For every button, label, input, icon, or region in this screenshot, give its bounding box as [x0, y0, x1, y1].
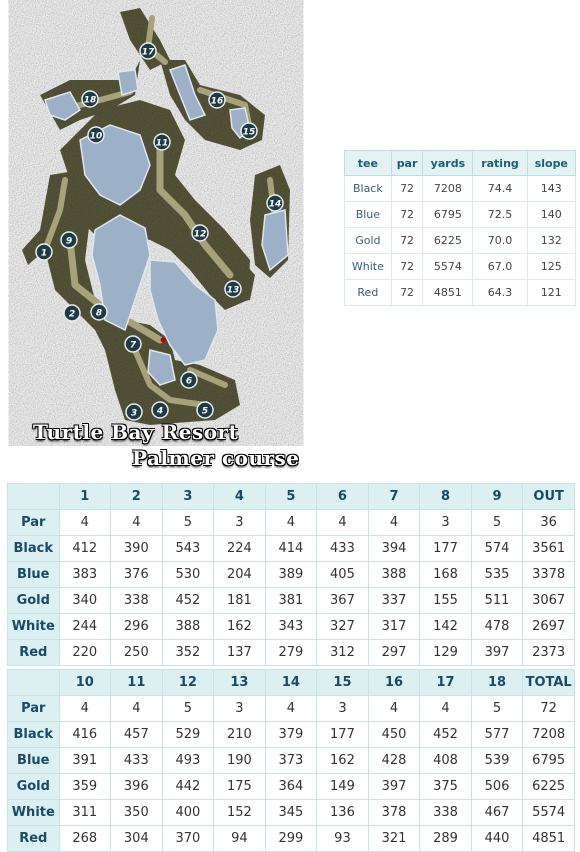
row-label: Black	[8, 722, 60, 748]
score-cell: 388	[162, 614, 214, 640]
score-cell: 204	[214, 562, 266, 588]
score-cell: 224	[214, 536, 266, 562]
hole-header-7: 7	[368, 484, 420, 510]
score-cell: 152	[214, 800, 266, 826]
score-row-gold	[8, 774, 575, 800]
score-cell: 177	[420, 536, 472, 562]
score-cell: 142	[420, 614, 472, 640]
score-cell: 450	[368, 722, 420, 748]
score-cell: 5574	[523, 800, 575, 826]
score-cell: 94	[214, 826, 266, 852]
tee-cell: 121	[527, 280, 575, 306]
hole-header-5: 5	[265, 484, 317, 510]
score-cell: 317	[368, 614, 420, 640]
tee-row-blue	[345, 202, 576, 228]
row-label: White	[8, 800, 60, 826]
svg-text:5: 5	[201, 406, 209, 417]
score-cell: 506	[471, 774, 523, 800]
tee-cell: White	[345, 254, 392, 280]
tee-cell: Blue	[345, 202, 392, 228]
score-cell: 428	[368, 748, 420, 774]
hole-header-14: 14	[265, 670, 317, 696]
score-cell: 543	[162, 536, 214, 562]
score-cell: 5	[162, 510, 214, 536]
score-cell: 210	[214, 722, 266, 748]
score-cell: 405	[317, 562, 369, 588]
score-cell: 452	[420, 722, 472, 748]
score-cell: 5	[471, 510, 523, 536]
svg-text:10: 10	[89, 131, 103, 142]
score-cell: 289	[420, 826, 472, 852]
tee-row-black	[345, 176, 576, 202]
hole-header-10: 10	[59, 670, 111, 696]
score-cell: 381	[265, 588, 317, 614]
hole-marker-1	[36, 244, 52, 260]
score-cell: 433	[317, 536, 369, 562]
score-cell: 359	[59, 774, 111, 800]
tee-header-par: par	[391, 151, 423, 176]
score-cell: 408	[420, 748, 472, 774]
corner-cell	[8, 670, 60, 696]
hole-marker-6	[181, 372, 197, 388]
score-row-blue	[8, 748, 575, 774]
tee-cell: 72	[391, 228, 423, 254]
score-cell: 390	[111, 536, 163, 562]
hole-header-out: OUT	[523, 484, 575, 510]
hole-marker-16	[209, 92, 225, 108]
score-row-black	[8, 536, 575, 562]
score-cell: 155	[420, 588, 472, 614]
score-cell: 452	[162, 588, 214, 614]
hole-marker-2	[64, 305, 80, 321]
score-cell: 279	[265, 640, 317, 666]
score-cell: 175	[214, 774, 266, 800]
svg-text:6: 6	[185, 376, 193, 387]
score-cell: 3561	[523, 536, 575, 562]
score-cell: 493	[162, 748, 214, 774]
score-cell: 162	[317, 748, 369, 774]
score-cell: 299	[265, 826, 317, 852]
svg-text:3: 3	[130, 408, 138, 419]
score-cell: 2697	[523, 614, 575, 640]
score-row-blue	[8, 562, 575, 588]
score-cell: 367	[317, 588, 369, 614]
row-label: Red	[8, 640, 60, 666]
score-cell: 4851	[523, 826, 575, 852]
scorecard-back-nine	[7, 669, 575, 852]
score-cell: 457	[111, 722, 163, 748]
score-cell: 345	[265, 800, 317, 826]
score-cell: 4	[265, 696, 317, 722]
score-cell: 370	[162, 826, 214, 852]
svg-text:15: 15	[242, 127, 256, 138]
hole-marker-15	[241, 123, 257, 139]
score-cell: 327	[317, 614, 369, 640]
hole-marker-17	[140, 43, 156, 59]
score-cell: 6225	[523, 774, 575, 800]
hole-marker-11	[154, 134, 170, 150]
row-label: Red	[8, 826, 60, 852]
tee-header-slope: slope	[527, 151, 575, 176]
score-cell: 400	[162, 800, 214, 826]
tee-cell: 72	[391, 202, 423, 228]
score-cell: 530	[162, 562, 214, 588]
score-cell: 3067	[523, 588, 575, 614]
svg-text:2: 2	[68, 309, 76, 320]
tee-cell: 6795	[423, 202, 473, 228]
score-cell: 352	[162, 640, 214, 666]
row-label: Blue	[8, 748, 60, 774]
score-cell: 340	[59, 588, 111, 614]
score-cell: 4	[265, 510, 317, 536]
score-cell: 350	[111, 800, 163, 826]
score-cell: 343	[265, 614, 317, 640]
score-cell: 4	[59, 696, 111, 722]
score-cell: 5	[162, 696, 214, 722]
score-row-par	[8, 510, 575, 536]
svg-text:13: 13	[226, 285, 240, 296]
tee-row-red	[345, 280, 576, 306]
score-cell: 304	[111, 826, 163, 852]
score-cell: 7208	[523, 722, 575, 748]
hole-marker-7	[125, 336, 141, 352]
score-row-red	[8, 826, 575, 852]
hole-marker-18	[82, 91, 98, 107]
score-cell: 442	[162, 774, 214, 800]
score-row-red	[8, 640, 575, 666]
score-cell: 376	[111, 562, 163, 588]
tee-cell: 64.3	[473, 280, 527, 306]
hole-marker-14	[267, 195, 283, 211]
tee-cell: Gold	[345, 228, 392, 254]
hole-header-1: 1	[59, 484, 111, 510]
score-cell: 416	[59, 722, 111, 748]
score-cell: 4	[368, 696, 420, 722]
score-row-white	[8, 614, 575, 640]
tee-cell: 4851	[423, 280, 473, 306]
tee-cell: 5574	[423, 254, 473, 280]
score-cell: 378	[368, 800, 420, 826]
hole-header-11: 11	[111, 670, 163, 696]
score-cell: 3	[214, 510, 266, 536]
svg-text:9: 9	[65, 236, 73, 247]
score-cell: 388	[368, 562, 420, 588]
score-cell: 412	[59, 536, 111, 562]
score-cell: 535	[471, 562, 523, 588]
corner-cell	[8, 484, 60, 510]
tee-cell: 70.0	[473, 228, 527, 254]
score-cell: 391	[59, 748, 111, 774]
score-cell: 440	[471, 826, 523, 852]
score-cell: 149	[317, 774, 369, 800]
score-cell: 577	[471, 722, 523, 748]
score-cell: 467	[471, 800, 523, 826]
score-cell: 574	[471, 536, 523, 562]
score-cell: 129	[420, 640, 472, 666]
score-cell: 389	[265, 562, 317, 588]
hole-header-15: 15	[317, 670, 369, 696]
hole-marker-8	[91, 304, 107, 320]
score-cell: 36	[523, 510, 575, 536]
svg-text:16: 16	[210, 96, 224, 107]
tee-row-white	[345, 254, 576, 280]
score-cell: 181	[214, 588, 266, 614]
score-cell: 379	[265, 722, 317, 748]
tee-row-gold	[345, 228, 576, 254]
score-row-gold	[8, 588, 575, 614]
score-cell: 72	[523, 696, 575, 722]
tee-cell: 7208	[423, 176, 473, 202]
hole-marker-5	[197, 402, 213, 418]
hole-header-12: 12	[162, 670, 214, 696]
tee-cell: 143	[527, 176, 575, 202]
course-map	[0, 0, 340, 470]
row-label: Gold	[8, 588, 60, 614]
score-cell: 136	[317, 800, 369, 826]
tee-cell: 125	[527, 254, 575, 280]
hole-header-8: 8	[420, 484, 472, 510]
score-cell: 6795	[523, 748, 575, 774]
hole-header-6: 6	[317, 484, 369, 510]
hole-marker-10	[88, 127, 104, 143]
svg-text:18: 18	[83, 95, 97, 106]
score-cell: 162	[214, 614, 266, 640]
hole-header-3: 3	[162, 484, 214, 510]
row-label: White	[8, 614, 60, 640]
score-cell: 3	[214, 696, 266, 722]
svg-text:12: 12	[193, 229, 207, 240]
svg-text:14: 14	[268, 199, 282, 210]
score-cell: 268	[59, 826, 111, 852]
tee-header-rating: rating	[473, 151, 527, 176]
scorecard-front-nine	[7, 483, 575, 666]
svg-text:1: 1	[40, 248, 48, 259]
tee-cell: 72	[391, 176, 423, 202]
tee-cell: 140	[527, 202, 575, 228]
tee-cell: 67.0	[473, 254, 527, 280]
hole-header-17: 17	[420, 670, 472, 696]
hole-marker-3	[126, 404, 142, 420]
score-cell: 529	[162, 722, 214, 748]
hole-marker-9	[61, 232, 77, 248]
score-cell: 396	[111, 774, 163, 800]
tee-header-yards: yards	[423, 151, 473, 176]
score-cell: 338	[111, 588, 163, 614]
row-label: Blue	[8, 562, 60, 588]
score-cell: 137	[214, 640, 266, 666]
tee-cell: Red	[345, 280, 392, 306]
score-cell: 364	[265, 774, 317, 800]
hole-header-13: 13	[214, 670, 266, 696]
score-cell: 394	[368, 536, 420, 562]
score-cell: 337	[368, 588, 420, 614]
svg-text:8: 8	[95, 308, 103, 319]
row-label: Black	[8, 536, 60, 562]
hole-header-4: 4	[214, 484, 266, 510]
score-cell: 311	[59, 800, 111, 826]
svg-text:7: 7	[129, 340, 137, 351]
tee-cell: 72	[391, 254, 423, 280]
score-row-black	[8, 722, 575, 748]
hole-header-18: 18	[471, 670, 523, 696]
score-cell: 177	[317, 722, 369, 748]
score-cell: 433	[111, 748, 163, 774]
score-row-white	[8, 800, 575, 826]
hole-header-total: TOTAL	[523, 670, 575, 696]
score-cell: 168	[420, 562, 472, 588]
score-cell: 511	[471, 588, 523, 614]
hole-flag-red	[161, 338, 166, 343]
score-cell: 220	[59, 640, 111, 666]
tee-cell: 72.5	[473, 202, 527, 228]
score-cell: 5	[471, 696, 523, 722]
hole-marker-4	[152, 402, 168, 418]
score-cell: 4	[317, 510, 369, 536]
score-cell: 3378	[523, 562, 575, 588]
hole-marker-12	[192, 225, 208, 241]
hole-header-2: 2	[111, 484, 163, 510]
score-cell: 414	[265, 536, 317, 562]
row-label: Par	[8, 510, 60, 536]
score-cell: 4	[368, 510, 420, 536]
tee-cell: 74.4	[473, 176, 527, 202]
score-cell: 539	[471, 748, 523, 774]
tee-cell: 6225	[423, 228, 473, 254]
score-cell: 375	[420, 774, 472, 800]
score-cell: 383	[59, 562, 111, 588]
score-cell: 190	[214, 748, 266, 774]
row-label: Par	[8, 696, 60, 722]
tee-cell: 72	[391, 280, 423, 306]
score-cell: 2373	[523, 640, 575, 666]
score-cell: 373	[265, 748, 317, 774]
hole-header-16: 16	[368, 670, 420, 696]
score-cell: 338	[420, 800, 472, 826]
score-row-par	[8, 696, 575, 722]
hole-header-9: 9	[471, 484, 523, 510]
course-title-line1: Turtle Bay Resort	[33, 420, 239, 444]
score-cell: 296	[111, 614, 163, 640]
svg-text:11: 11	[155, 138, 169, 149]
score-cell: 3	[317, 696, 369, 722]
score-cell: 321	[368, 826, 420, 852]
tee-header-tee: tee	[345, 151, 392, 176]
row-label: Gold	[8, 774, 60, 800]
score-cell: 397	[471, 640, 523, 666]
score-cell: 244	[59, 614, 111, 640]
score-cell: 3	[420, 510, 472, 536]
score-cell: 297	[368, 640, 420, 666]
svg-text:4: 4	[156, 406, 164, 417]
tee-cell: 132	[527, 228, 575, 254]
score-cell: 4	[111, 510, 163, 536]
svg-text:17: 17	[141, 47, 155, 58]
score-cell: 93	[317, 826, 369, 852]
score-cell: 478	[471, 614, 523, 640]
score-cell: 312	[317, 640, 369, 666]
score-cell: 4	[420, 696, 472, 722]
tee-ratings-table	[344, 150, 576, 306]
score-cell: 250	[111, 640, 163, 666]
score-cell: 4	[59, 510, 111, 536]
course-title-line2: Palmer course	[132, 446, 300, 470]
tee-cell: Black	[345, 176, 392, 202]
score-cell: 4	[111, 696, 163, 722]
score-cell: 397	[368, 774, 420, 800]
hole-marker-13	[225, 281, 241, 297]
